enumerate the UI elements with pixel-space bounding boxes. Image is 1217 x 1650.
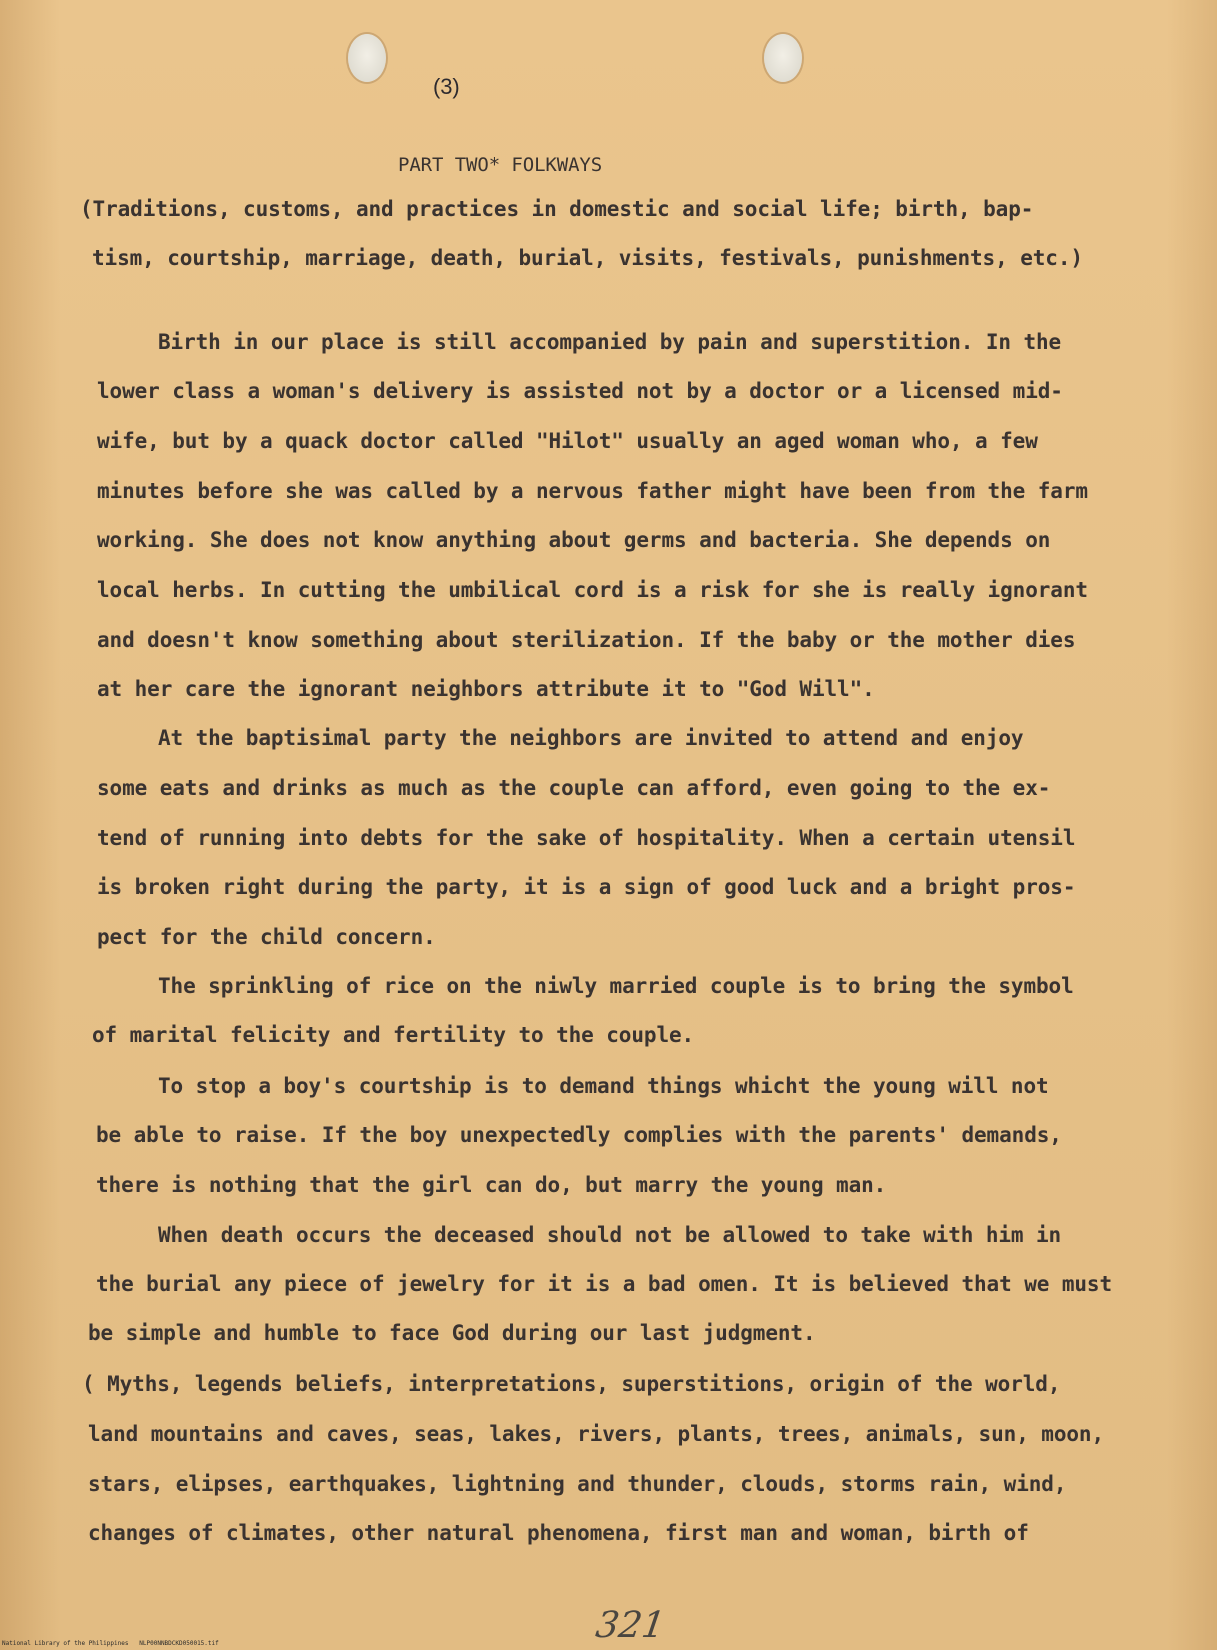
text-line: tism, courtship, marriage, death, burial, visits, festivals, punishments, etc.) (92, 246, 1083, 270)
page-number: (3) (433, 74, 460, 99)
punch-hole-left (348, 34, 386, 82)
text-line: minutes before she was called by a nervous father might have been from the farm (97, 479, 1088, 503)
text-line: To stop a boy's courtship is to demand things whicht the young will not (158, 1074, 1049, 1098)
text-line: pect for the child concern. (97, 925, 436, 949)
punch-hole-right (764, 34, 802, 82)
text-line: lower class a woman's delivery is assisted not by a doctor or a licensed mid- (97, 379, 1063, 403)
text-line: there is nothing that the girl can do, but marry the young man. (96, 1173, 887, 1197)
text-line: wife, but by a quack doctor called "Hilot" usually an aged woman who, a few (97, 429, 1038, 453)
text-line: be able to raise. If the boy unexpectedly complies with the parents' demands, (96, 1123, 1062, 1147)
text-line: local herbs. In cutting the umbilical cord is a risk for she is really ignorant (97, 578, 1088, 602)
archive-footer: National Library of the Philippines NLP00NNBDCKD050015.tif (2, 1640, 219, 1647)
text-line: At the baptisimal party the neighbors are invited to attend and enjoy (158, 726, 1024, 750)
text-line: ( Myths, legends beliefs, interpretations, superstitions, origin of the world, (82, 1372, 1061, 1396)
text-line: and doesn't know something about sterilization. If the baby or the mother dies (97, 628, 1076, 652)
text-line: is broken right during the party, it is a sign of good luck and a bright pros- (97, 875, 1076, 899)
text-line: The sprinkling of rice on the niwly married couple is to bring the symbol (158, 974, 1074, 998)
text-line: the burial any piece of jewelry for it is a bad omen. It is believed that we must (96, 1272, 1112, 1296)
text-line: at her care the ignorant neighbors attribute it to "God Will". (97, 677, 875, 701)
text-line: changes of climates, other natural phenomena, first man and woman, birth of (88, 1521, 1029, 1545)
text-line: of marital felicity and fertility to the couple. (92, 1023, 695, 1047)
section-heading: PART TWO* FOLKWAYS (398, 154, 603, 176)
text-line: some eats and drinks as much as the couple can afford, even going to the ex- (97, 776, 1051, 800)
text-line: Birth in our place is still accompanied by pain and superstition. In the (158, 330, 1062, 354)
text-line: working. She does not know anything about germs and bacteria. She depends on (97, 528, 1051, 552)
text-line: tend of running into debts for the sake of hospitality. When a certain utensil (97, 826, 1076, 850)
text-line: land mountains and caves, seas, lakes, rivers, plants, trees, animals, sun, moon, (88, 1422, 1104, 1446)
text-line: be simple and humble to face God during our last judgment. (88, 1321, 816, 1345)
text-line: When death occurs the deceased should not be allowed to take with him in (158, 1223, 1062, 1247)
handwritten-page-number: 321 (593, 1605, 668, 1646)
text-line: (Traditions, customs, and practices in domestic and social life; birth, bap- (80, 197, 1034, 221)
text-line: stars, elipses, earthquakes, lightning and thunder, clouds, storms rain, wind, (88, 1472, 1067, 1496)
